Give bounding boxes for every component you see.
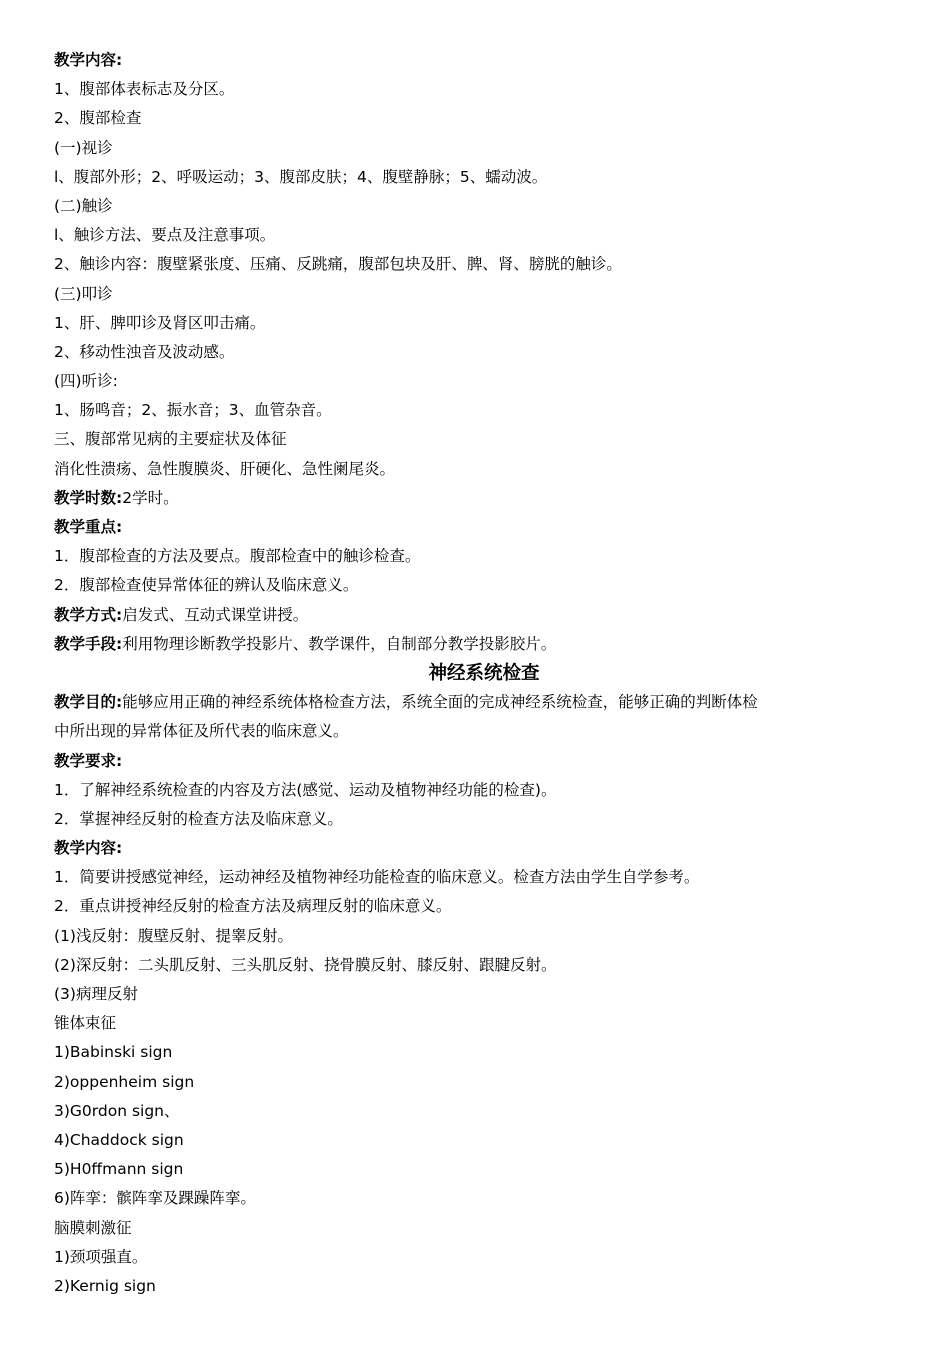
content-line: 脑膜刺激征 <box>54 1218 132 1237</box>
content-line: (1)浅反射：腹壁反射、提睾反射。 <box>54 926 293 945</box>
means-label: 教学手段: <box>54 634 123 653</box>
content-line: 消化性溃疡、急性腹膜炎、肝硬化、急性阑尾炎。 <box>54 459 396 478</box>
content-line: l、腹部外形；2、呼吸运动；3、腹部皮肤；4、腹壁静脉；5、蠕动波。 <box>54 167 548 186</box>
content-line: (四)听诊: <box>54 372 118 391</box>
means-line <box>54 630 914 659</box>
content-heading-1: 教学内容: <box>54 51 123 69</box>
content-line: 4)Chaddock sign <box>54 1130 184 1149</box>
document-page <box>54 46 914 1301</box>
content-line: l、触诊方法、要点及注意事项。 <box>54 226 276 245</box>
content-line: 5)H0ffmann sign <box>54 1160 184 1179</box>
purpose-line-continued: 中所出现的异常体征及所代表的临床意义。 <box>54 722 349 741</box>
content-line: 3)G0rdon sign、 <box>54 1101 180 1120</box>
content-line: 2、移动性浊音及波动感。 <box>54 342 235 361</box>
purpose-line <box>54 688 914 717</box>
focus-line: 2．腹部检查使异常体征的辨认及临床意义。 <box>54 576 359 595</box>
content-line: (一)视诊 <box>54 138 113 157</box>
section-title: 神经系统检查 <box>428 662 540 684</box>
content-line: 2、触诊内容：腹壁紧张度、压痛、反跳痛，腹部包块及肝、脾、肾、膀胱的触诊。 <box>54 255 622 274</box>
purpose-value: 能够应用正确的神经系统体格检查方法，系统全面的完成神经系统检查，能够正确的判断体检 <box>122 693 758 712</box>
content-line: 2、腹部检查 <box>54 109 142 128</box>
content-line: 6)阵挛：髌阵挛及踝躁阵挛。 <box>54 1189 256 1208</box>
requirement-line: 2．掌握神经反射的检查方法及临床意义。 <box>54 809 343 828</box>
method-value: 启发式、互动式课堂讲授。 <box>122 605 309 624</box>
content-line: 1．简要讲授感觉神经，运动神经及植物神经功能检查的临床意义。检查方法由学生自学参考。 <box>54 868 700 887</box>
focus-line: 1．腹部检查的方法及要点。腹部检查中的触诊检查。 <box>54 547 421 566</box>
content-line: 1)颈项强直。 <box>54 1247 148 1266</box>
content-line: (三)叩诊 <box>54 284 113 303</box>
content-line: 锥体束征 <box>54 1014 117 1033</box>
content-line: 1、肝、脾叩诊及肾区叩击痛。 <box>54 313 266 332</box>
focus-heading: 教学重点: <box>54 518 123 536</box>
content-line: 1、腹部体表标志及分区。 <box>54 80 235 99</box>
content-line: 2)Kernig sign <box>54 1276 156 1295</box>
method-label: 教学方式: <box>54 605 123 624</box>
requirement-heading: 教学要求: <box>54 751 123 770</box>
content-line: 2．重点讲授神经反射的检查方法及病理反射的临床意义。 <box>54 897 452 916</box>
means-value: 利用物理诊断教学投影片、教学课件，自制部分教学投影胶片。 <box>122 634 557 653</box>
purpose-label: 教学目的: <box>54 693 123 712</box>
requirement-line: 1．了解神经系统检查的内容及方法(感觉、运动及植物神经功能的检查)。 <box>54 780 557 799</box>
content-line: 1)Babinski sign <box>54 1043 173 1062</box>
content-line: (二)触诊 <box>54 196 113 215</box>
content-line: 2)oppenheim sign <box>54 1072 195 1091</box>
content-line: (3)病理反射 <box>54 985 138 1003</box>
hours-value: 2学时。 <box>122 488 179 507</box>
hours-line <box>54 484 914 513</box>
content-heading-2: 教学内容: <box>54 839 123 858</box>
hours-label: 教学时数: <box>54 488 123 507</box>
content-line: 三、腹部常见病的主要症状及体征 <box>54 430 287 449</box>
method-line <box>54 601 914 630</box>
content-line: (2)深反射：二头肌反射、三头肌反射、挠骨膜反射、膝反射、跟腱反射。 <box>54 955 557 974</box>
content-line: 1、肠鸣音；2、振水音；3、血管杂音。 <box>54 401 332 420</box>
